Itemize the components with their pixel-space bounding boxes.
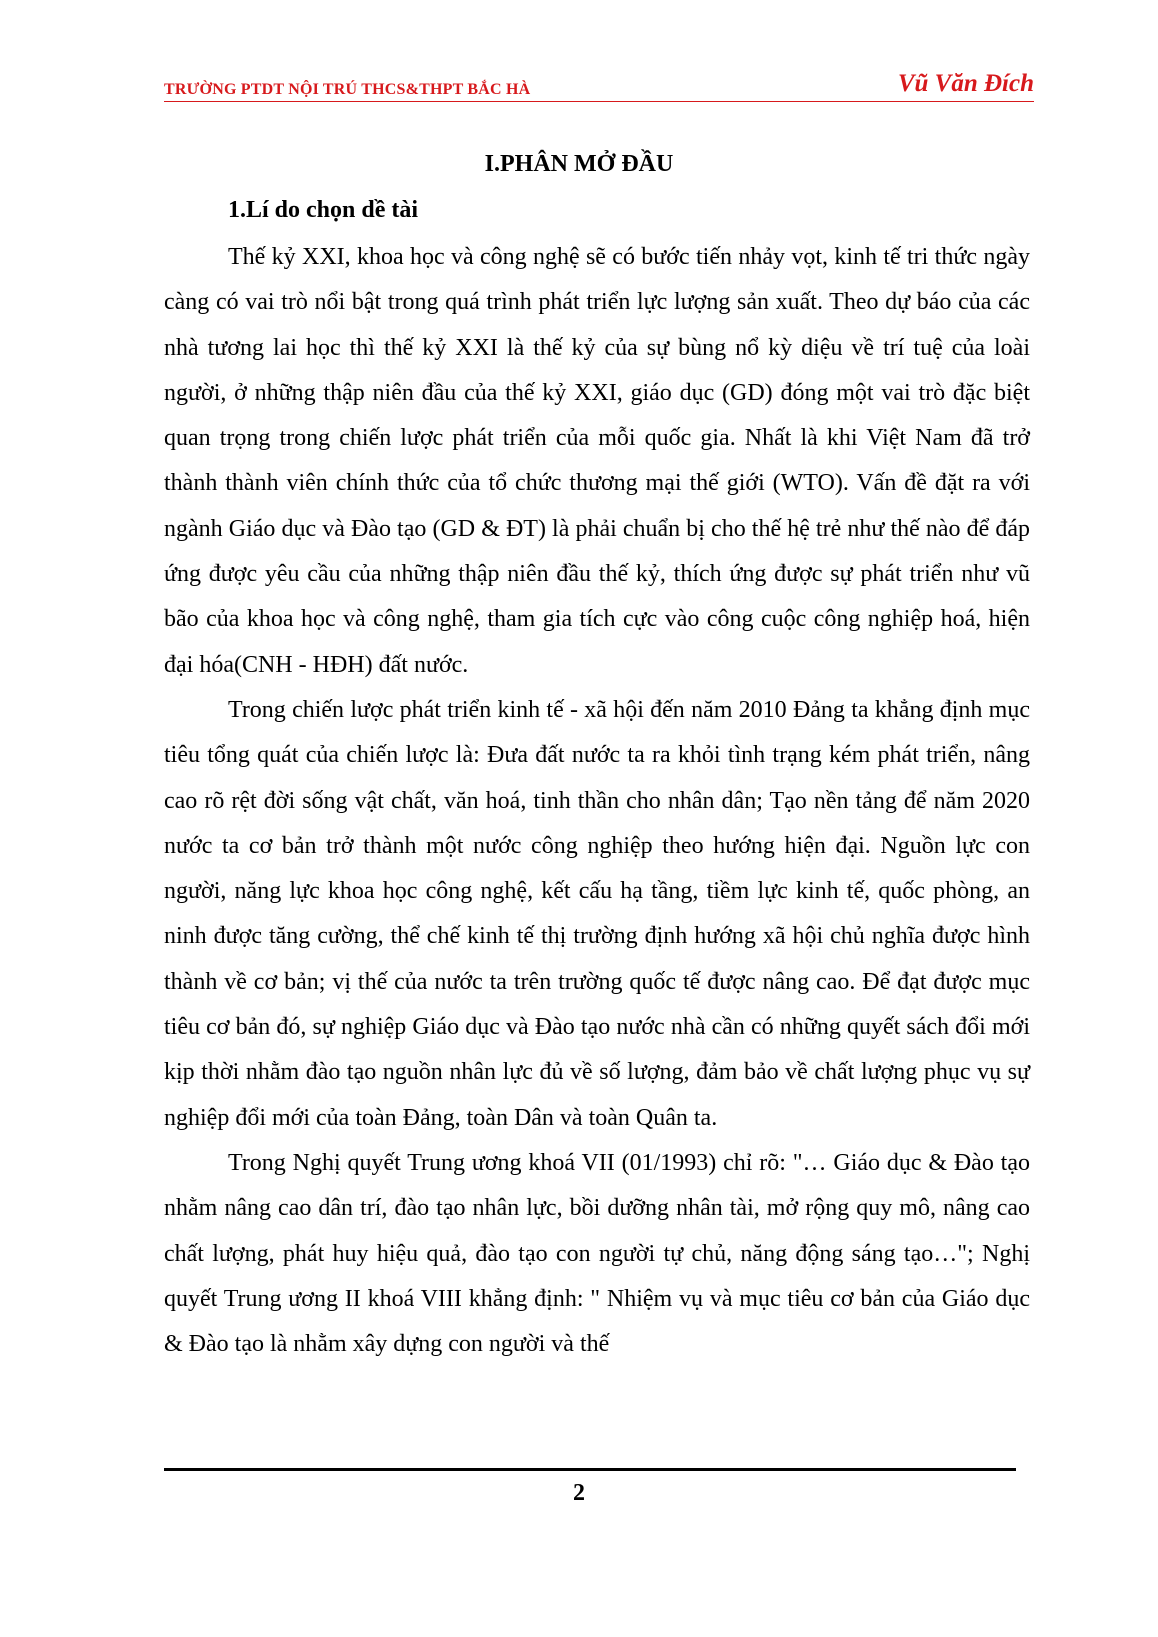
page-header [164,62,1034,102]
paragraph: Trong Nghị quyết Trung ương khoá VII (01/1993) chỉ rõ: "… Giáo dục & Đào tạo nhằm nâng cao dân trí, đào tạo nhân lực, bồi dưỡng nhân tài, mở rộng quy mô, nâng cao chất lượng, phát huy hiệu quả, đào tạo con người tự chủ, năng động sáng tạo…"; Nghị quyết Trung ương II khoá VIII khẳng định: " Nhiệm vụ và mục tiêu cơ bản của Giáo dục & Đào tạo là nhằm xây dựng con người và thế [164,1149,1030,1358]
footer-divider [164,1468,1016,1471]
subsection-title: 1.Lí do chọn dề tài [228,197,419,223]
paragraph: Trong chiến lược phát triển kinh tế - xã hội đến năm 2010 Đảng ta khẳng định mục tiêu tổng quát của chiến lược là: Đưa đất nước ta ra khỏi tình trạng kém phát triển, nâng cao rõ rệt đời sống vật chất, văn hoá, tinh thần cho nhân dân; Tạo nền tảng để năm 2020 nước ta cơ bản trở thành một nước công nghiệp theo hướng hiện đại. Nguồn lực con người, năng lực khoa học công nghệ, kết cấu hạ tầng, tiềm lực kinh tế, quốc phòng, an ninh được tăng cường, thể chế kinh tế thị trường định hướng xã hội chủ nghĩa được hình thành về cơ bản; vị thế của nước ta trên trường quốc tế được nâng cao. Để đạt được mục tiêu cơ bản đó, sự nghiệp Giáo dục và Đào tạo nước nhà cần có những quyết sách đổi mới kịp thời nhằm đào tạo nguồn nhân lực đủ về số lượng, đảm bảo về chất lượng phục vụ sự nghiệp đổi mới của toàn Đảng, toàn Dân và toàn Quân ta. [164,696,1030,1131]
author-name: Vũ Văn Đích [897,70,1034,97]
body-text [164,235,1030,1367]
header-divider [164,101,1034,102]
page-number: 2 [573,1480,585,1506]
school-name: TRƯỜNG PTDT NỘI TRÚ THCS&THPT BẮC HÀ [164,81,531,98]
section-title: I.PHÂN MỞ ĐẦU [484,151,674,177]
paragraph: Thế kỷ XXI, khoa học và công nghệ sẽ có bước tiến nhảy vọt, kinh tế tri thức ngày càng có vai trò nổi bật trong quá trình phát triển lực lượng sản xuất. Theo dự báo của các nhà tương lai học thì thế kỷ XXI là thế kỷ của sự bùng nổ kỳ diệu về trí tuệ của loài người, ở những thập niên đầu của thế kỷ XXI, giáo dục (GD) đóng một vai trò đặc biệt quan trọng trong chiến lược phát triển của mỗi quốc gia. Nhất là khi Việt Nam đã trở thành thành viên chính thức của tổ chức thương mại thế giới (WTO). Vấn đề đặt ra với ngành Giáo dục và Đào tạo (GD & ĐT) là phải chuẩn bị cho thế hệ trẻ như thế nào để đáp ứng được yêu cầu của những thập niên đầu thế kỷ, thích ứng được sự phát triển như vũ bão của khoa học và công nghệ, tham gia tích cực vào công cuộc công nghiệp hoá, hiện đại hóa(CNH - HĐH) đất nước. [164,244,1030,678]
